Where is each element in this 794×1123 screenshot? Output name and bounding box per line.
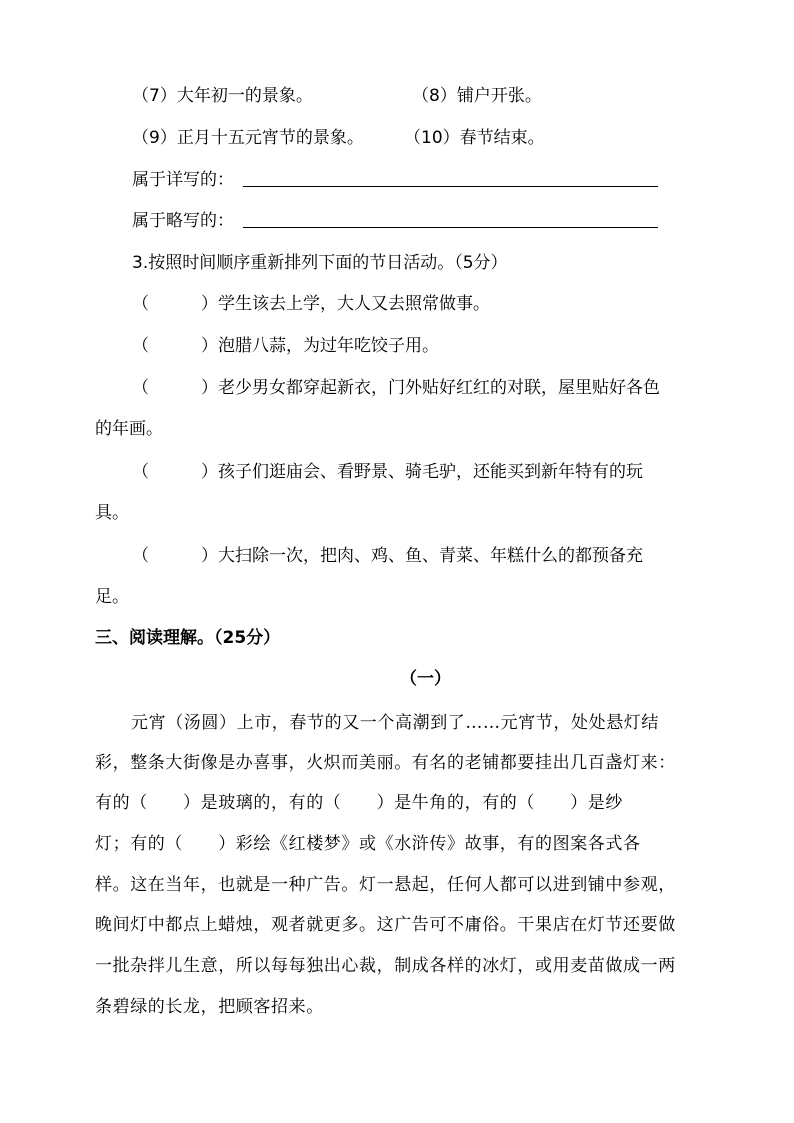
q3-item-text: ）学生该去上学，大人又去照常做事。 bbox=[201, 294, 490, 314]
q2-item-7: （7）大年初一的景象。 bbox=[132, 86, 313, 106]
section-3-title: 三、阅读理解。（25分） bbox=[95, 628, 281, 648]
answer-blank-open[interactable]: （ bbox=[132, 336, 149, 356]
brief-answer-line[interactable] bbox=[243, 227, 658, 228]
q3-item-text: ）老少男女都穿起新衣，门外贴好红红的对联，屋里贴好各色 bbox=[201, 378, 660, 398]
answer-blank-open[interactable]: （ bbox=[132, 378, 149, 398]
passage-line: 灯；有的（ ）彩绘《红楼梦》或《水浒传》故事，有的图案各式各 bbox=[95, 834, 641, 854]
q3-item-1 bbox=[132, 292, 490, 316]
answer-blank-open[interactable]: （ bbox=[132, 294, 149, 314]
q2-item-9: （9）正月十五元宵节的景象。 bbox=[132, 128, 364, 148]
q3-title: 3.按照时间顺序重新排列下面的节日活动。（5分） bbox=[132, 253, 508, 273]
detail-answer-line[interactable] bbox=[243, 186, 658, 187]
q3-item-5-cont: 足。 bbox=[95, 587, 129, 607]
q3-item-4-cont: 具。 bbox=[95, 503, 129, 523]
passage-line: 一批杂拌儿生意，所以每每独出心裁，制成各样的冰灯，或用麦苗做成一两 bbox=[95, 956, 676, 976]
q3-item-text: ）泡腊八蒜，为过年吃饺子用。 bbox=[201, 336, 439, 356]
q2-item-8: （8）铺户开张。 bbox=[412, 86, 542, 106]
passage-line: 有的（ ）是玻璃的，有的（ ）是牛角的，有的（ ）是纱 bbox=[95, 793, 623, 813]
detail-label: 属于详写的： bbox=[132, 170, 234, 190]
answer-blank-open[interactable]: （ bbox=[132, 462, 149, 482]
passage-line: 样。这在当年，也就是一种广告。灯一悬起，任何人都可以进到铺中参观， bbox=[95, 875, 676, 895]
q3-item-3-cont: 的年画。 bbox=[95, 419, 163, 439]
brief-label: 属于略写的： bbox=[132, 211, 234, 231]
q3-item-5 bbox=[132, 544, 643, 568]
q3-item-text: ）孩子们逛庙会、看野景、骑毛驴，还能买到新年特有的玩 bbox=[201, 462, 643, 482]
q3-item-2 bbox=[132, 334, 439, 358]
q3-item-text: ）大扫除一次，把肉、鸡、鱼、青菜、年糕什么的都预备充 bbox=[201, 546, 643, 566]
q3-item-4 bbox=[132, 460, 643, 484]
passage-line: 元宵（汤圆）上市，春节的又一个高潮到了……元宵节，处处悬灯结 bbox=[131, 713, 659, 733]
q3-item-3 bbox=[132, 376, 660, 400]
answer-blank-open[interactable]: （ bbox=[132, 546, 149, 566]
passage-line: 条碧绿的长龙，把顾客招来。 bbox=[95, 997, 324, 1017]
passage-subtitle: （一） bbox=[400, 669, 451, 689]
passage-line: 彩，整条大街像是办喜事，火炽而美丽。有名的老铺都要挂出几百盏灯来： bbox=[95, 753, 676, 773]
passage-line: 晚间灯中都点上蜡烛，观者就更多。这广告可不庸俗。干果店在灯节还要做 bbox=[95, 915, 676, 935]
q2-item-10: （10）春节结束。 bbox=[404, 128, 545, 148]
